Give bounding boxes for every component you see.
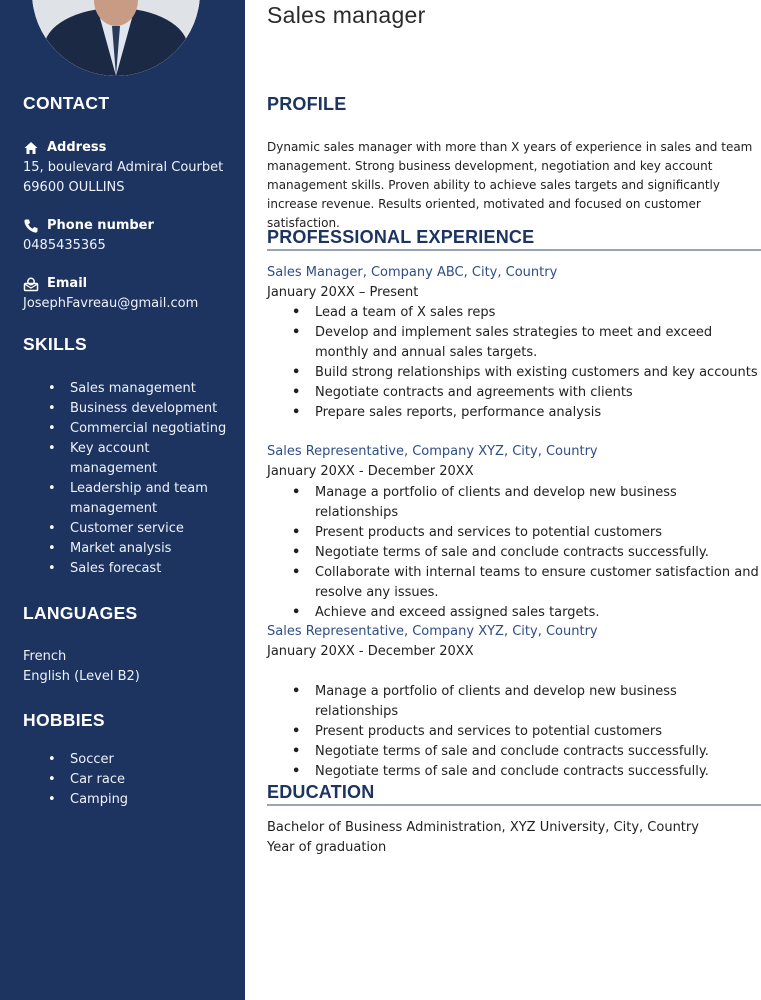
job-dates: January 20XX - December 20XX [267, 464, 474, 479]
address-block [23, 138, 223, 198]
email-block [23, 274, 198, 314]
bullet-item: • Present products and services to potential customers [292, 722, 761, 742]
languages-heading: LANGUAGES [23, 603, 138, 623]
skills-list [48, 379, 238, 579]
phone-block [23, 216, 154, 256]
job-title-line: Sales Representative, Company XYZ, City, Country [267, 444, 598, 459]
email-address[interactable]: JosephFavreau@gmail.com [23, 296, 199, 311]
bullet-item: • Build strong relationships with existing customers and key accounts [292, 363, 761, 383]
skill-item: • Market analysis [48, 539, 238, 559]
job-title: Sales manager [267, 2, 426, 28]
address-label: Address [47, 140, 107, 155]
bullet-item: • Present products and services to potential customers [292, 523, 761, 543]
bullet-item: • Manage a portfolio of clients and develop new business relationships [292, 682, 761, 722]
hobbies-heading: HOBBIES [23, 710, 105, 730]
email-label: Email [47, 276, 88, 291]
email-icon [23, 276, 39, 292]
section-divider [267, 249, 761, 251]
phone-label: Phone number [47, 218, 154, 233]
skill-item: • Customer service [48, 519, 238, 539]
bullet-item: • Prepare sales reports, performance analysis [292, 403, 761, 423]
language-item: English (Level B2) [23, 669, 140, 684]
profile-text: Dynamic sales manager with more than X years of experience in sales and team management. Strong business development, negotiation and key account management skills. Proven ability to achieve sales targets and significantly increase revenue. Results oriented, motivated and focused on customer satisfaction. [267, 140, 753, 230]
job-bullets [292, 303, 761, 423]
job-title-line: Sales Representative, Company XYZ, City, Country [267, 624, 598, 639]
bullet-item: • Lead a team of X sales reps [292, 303, 761, 323]
job-title-line: Sales Manager, Company ABC, City, Country [267, 265, 558, 280]
phone-icon [23, 218, 39, 234]
education-heading: EDUCATION [267, 782, 375, 802]
hobby-item: • Camping [48, 790, 238, 810]
phone-label-row [23, 216, 154, 236]
hobby-item: • Car race [48, 770, 238, 790]
skills-heading: SKILLS [23, 334, 88, 354]
phone-number[interactable]: 0485435365 [23, 238, 106, 253]
bullet-item: • Negotiate terms of sale and conclude contracts successfully. [292, 543, 761, 563]
hobbies-list [48, 750, 238, 810]
sidebar [0, 0, 245, 1000]
bullet-item: • Develop and implement sales strategies to meet and exceed monthly and annual sales targets. [292, 323, 761, 363]
skill-item: • Commercial negotiating [48, 419, 238, 439]
job-bullets [292, 682, 761, 782]
skill-item: • Business development [48, 399, 238, 419]
profile-photo [32, 0, 200, 76]
education-year: Year of graduation [267, 840, 387, 855]
address-line-2: 69600 OULLINS [23, 180, 125, 195]
skill-item: • Sales management [48, 379, 238, 399]
section-divider [267, 804, 761, 806]
experience-heading: PROFESSIONAL EXPERIENCE [267, 227, 535, 247]
profile-heading: PROFILE [267, 94, 347, 114]
hobby-item: • Soccer [48, 750, 238, 770]
bullet-item: • Negotiate terms of sale and conclude contracts successfully. [292, 762, 761, 782]
bullet-item: • Manage a portfolio of clients and develop new business relationships [292, 483, 761, 523]
job-bullets [292, 483, 761, 623]
bullet-item: • Negotiate contracts and agreements with clients [292, 383, 761, 403]
bullet-item: • Negotiate terms of sale and conclude contracts successfully. [292, 742, 761, 762]
skill-item: • Leadership and team management [48, 479, 228, 519]
home-icon [23, 140, 39, 156]
job-dates: January 20XX - December 20XX [267, 644, 474, 659]
education-degree: Bachelor of Business Administration, XYZ University, City, Country [267, 820, 699, 835]
bullet-item: • Achieve and exceed assigned sales targets. [292, 603, 761, 623]
language-item: French [23, 649, 67, 664]
address-line-1: 15, boulevard Admiral Courbet [23, 160, 224, 175]
email-label-row [23, 274, 198, 294]
bullet-item: • Collaborate with internal teams to ensure customer satisfaction and resolve any issues. [292, 563, 761, 603]
address-label-row [23, 138, 223, 158]
skill-item: • Sales forecast [48, 559, 238, 579]
skill-item: • Key account management [48, 439, 198, 479]
job-dates: January 20XX – Present [267, 285, 419, 300]
contact-heading: CONTACT [23, 93, 110, 113]
